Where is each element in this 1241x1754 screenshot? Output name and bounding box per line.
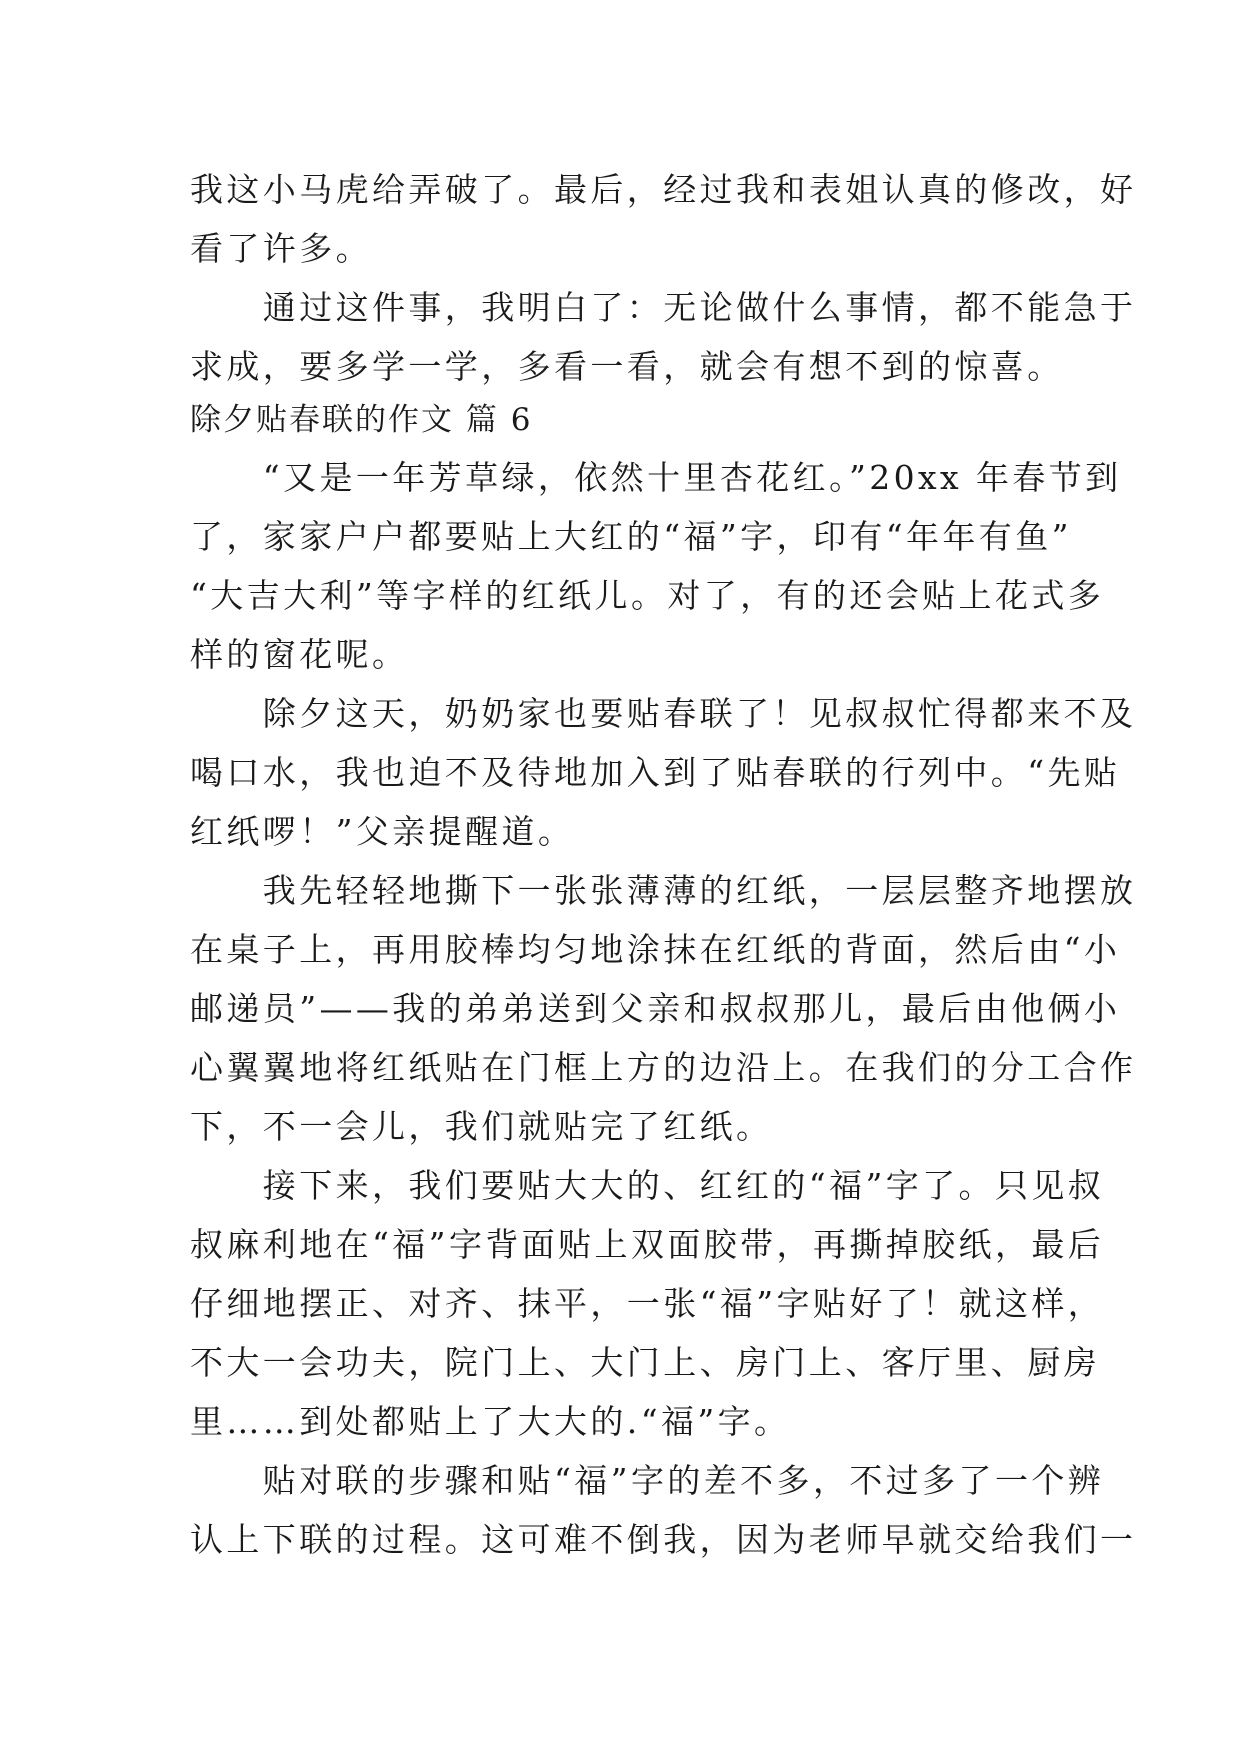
text-line: 心翼翼地将红纸贴在门框上方的边沿上。在我们的分工合作 (190, 1048, 1137, 1087)
text-line: 我这小马虎给弄破了。最后，经过我和表姐认真的修改，好 (190, 170, 1137, 209)
section-heading: 除夕贴春联的作文 篇 6 (190, 402, 533, 438)
text-line: 认上下联的过程。这可难不倒我，因为老师早就交给我们一 (190, 1520, 1137, 1559)
document-body (190, 160, 1137, 1569)
text-line: 邮递员”——我的弟弟送到父亲和叔叔那儿，最后由他俩小 (190, 989, 1121, 1028)
text-line: 仔细地摆正、对齐、抹平，一张“福”字贴好了！就这样， (190, 1284, 1105, 1323)
text-line: 贴对联的步骤和贴“福”字的差不多，不过多了一个辨 (190, 1461, 1105, 1500)
text-line: 里……到处都贴上了大大的.“福”字。 (190, 1402, 791, 1441)
text-line: “又是一年芳草绿，依然十里杏花红。”20xx 年春节到 (190, 458, 1122, 497)
text-line: 红纸啰！”父亲提醒道。 (190, 812, 575, 851)
text-line: 不大一会功夫，院门上、大门上、房门上、客厅里、厨房 (190, 1343, 1100, 1382)
text-line: 喝口水，我也迫不及待地加入到了贴春联的行列中。“先贴 (190, 753, 1121, 792)
text-line: 除夕这天，奶奶家也要贴春联了！见叔叔忙得都来不及 (190, 694, 1137, 733)
text-line: 看了许多。 (190, 229, 372, 268)
text-line: 在桌子上，再用胶棒均匀地涂抹在红纸的背面，然后由“小 (190, 930, 1121, 969)
text-line: 我先轻轻地撕下一张张薄薄的红纸，一层层整齐地摆放 (190, 871, 1137, 910)
text-line: 接下来，我们要贴大大的、红红的“福”字了。只见叔 (190, 1166, 1105, 1205)
text-line: 通过这件事，我明白了：无论做什么事情，都不能急于 (190, 288, 1137, 327)
text-line: 了，家家户户都要贴上大红的“福”字，印有“年年有鱼” (190, 517, 1072, 556)
text-line: 下，不一会儿，我们就贴完了红纸。 (190, 1107, 773, 1146)
text-line: “大吉大利”等字样的红纸儿。对了，有的还会贴上花式多 (190, 576, 1105, 615)
text-line: 叔麻利地在“福”字背面贴上双面胶带，再撕掉胶纸，最后 (190, 1225, 1105, 1264)
text-line: 求成，要多学一学，多看一看，就会有想不到的惊喜。 (190, 347, 1064, 386)
text-line: 样的窗花呢。 (190, 635, 409, 674)
